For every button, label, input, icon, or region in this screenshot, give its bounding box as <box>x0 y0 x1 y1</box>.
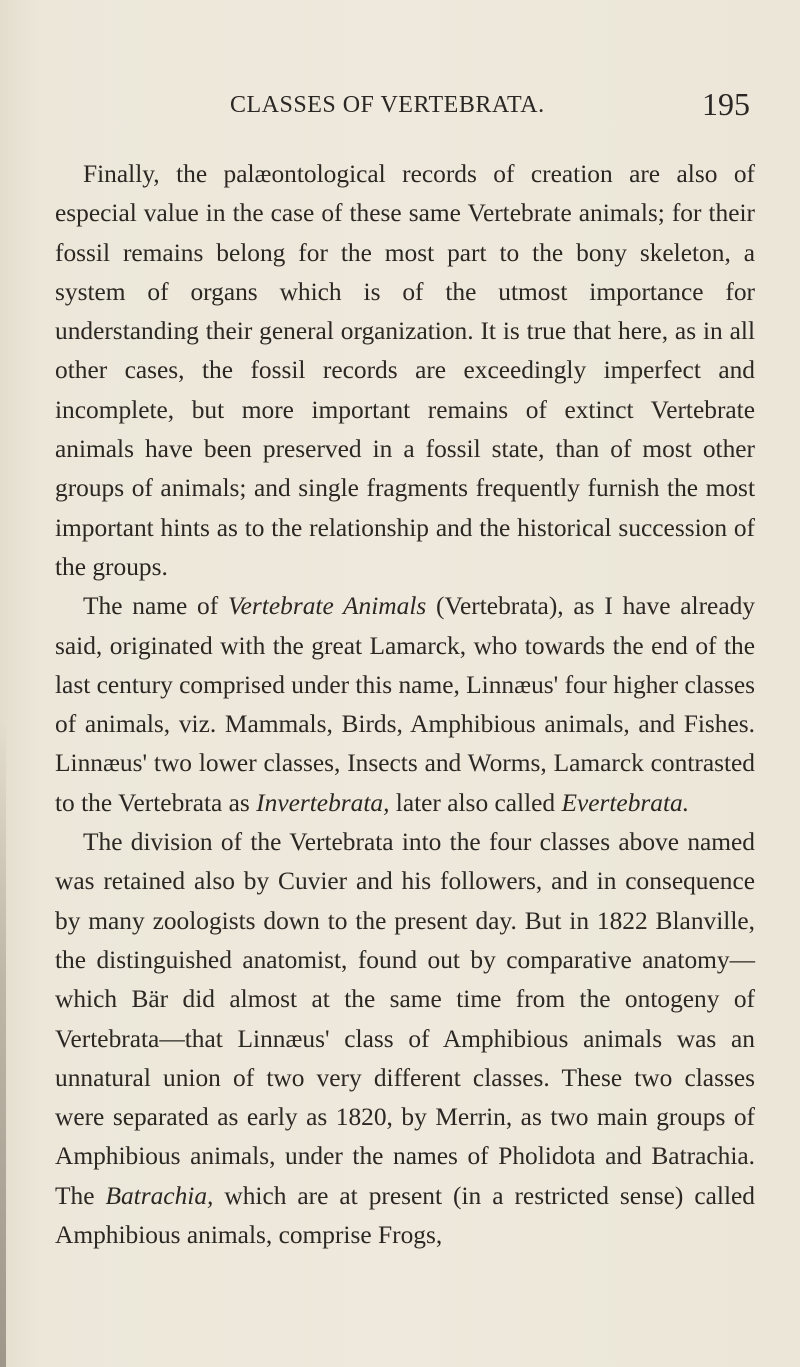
paragraph-2 <box>55 587 755 823</box>
page-number: 195 <box>702 86 750 122</box>
term-batrachia: Batrachia, <box>105 1181 214 1210</box>
term-vertebrate-animals: Vertebrate Animals <box>227 592 427 621</box>
term-invertebrata: Invertebrata, <box>256 788 390 817</box>
page-edge-shadow <box>0 720 6 1367</box>
term-evertebrata: Evertebrata. <box>561 788 690 817</box>
paragraph-2-text-b: (Vertebrata), as I have already said, originated with the great Lamarck, who towards the end of the last century comprised under this name, Linnæus' four higher classes of animals, viz. Mammals, Birds, Amphibious animals, and Fishes. Linnæus' two lower classes, Insects and Worms, Lamarck contrasted to the Vertebrata as <box>55 592 755 817</box>
running-head: CLASSES OF VERTEBRATA. <box>230 92 545 118</box>
paragraph-3 <box>55 823 755 1255</box>
paragraph-1: Finally, the palæontological records of creation are also of especial value in the case of these same Vertebrate animals; for their fossil remains belong for the most part to the bony skeleton, a system of organs which is of the utmost importance for understanding their general organization. It is true that here, as in all other cases, the fossil records are exceedingly imperfect and incomplete, but more important remains of extinct Vertebrate animals have been preserved in a fossil state, than of most other groups of animals; and single fragments frequently furnish the most important hints as to the relationship and the historical succession of the groups. <box>55 160 755 581</box>
paragraph-2-text-c: later also called <box>389 788 562 817</box>
paragraph-3-text-b: which are at present (in a restricted sense) called Amphibious animals, comprise Frogs, <box>55 1181 755 1250</box>
page-header <box>60 86 750 122</box>
body-text <box>55 155 755 1255</box>
paragraph-3-text-a: The division of the Vertebrata into the four classes above named was retained also by Cuvier and his followers, and in consequence by many zoologists down to the present day. But in 1822 Blanville, the distinguished anatomist, found out by comparative anatomy—which Bär did almost at the same time from the ontogeny of Vertebrata—that Linnæus' class of Amphibious animals was an unnatural union of two very different classes. These two classes were separated as early as 1820, by Merrin, as two main groups of Amphibious animals, under the names of Pholidota and Batrachia. The <box>55 828 755 1210</box>
paragraph-2-text-a: The name of <box>83 592 228 621</box>
